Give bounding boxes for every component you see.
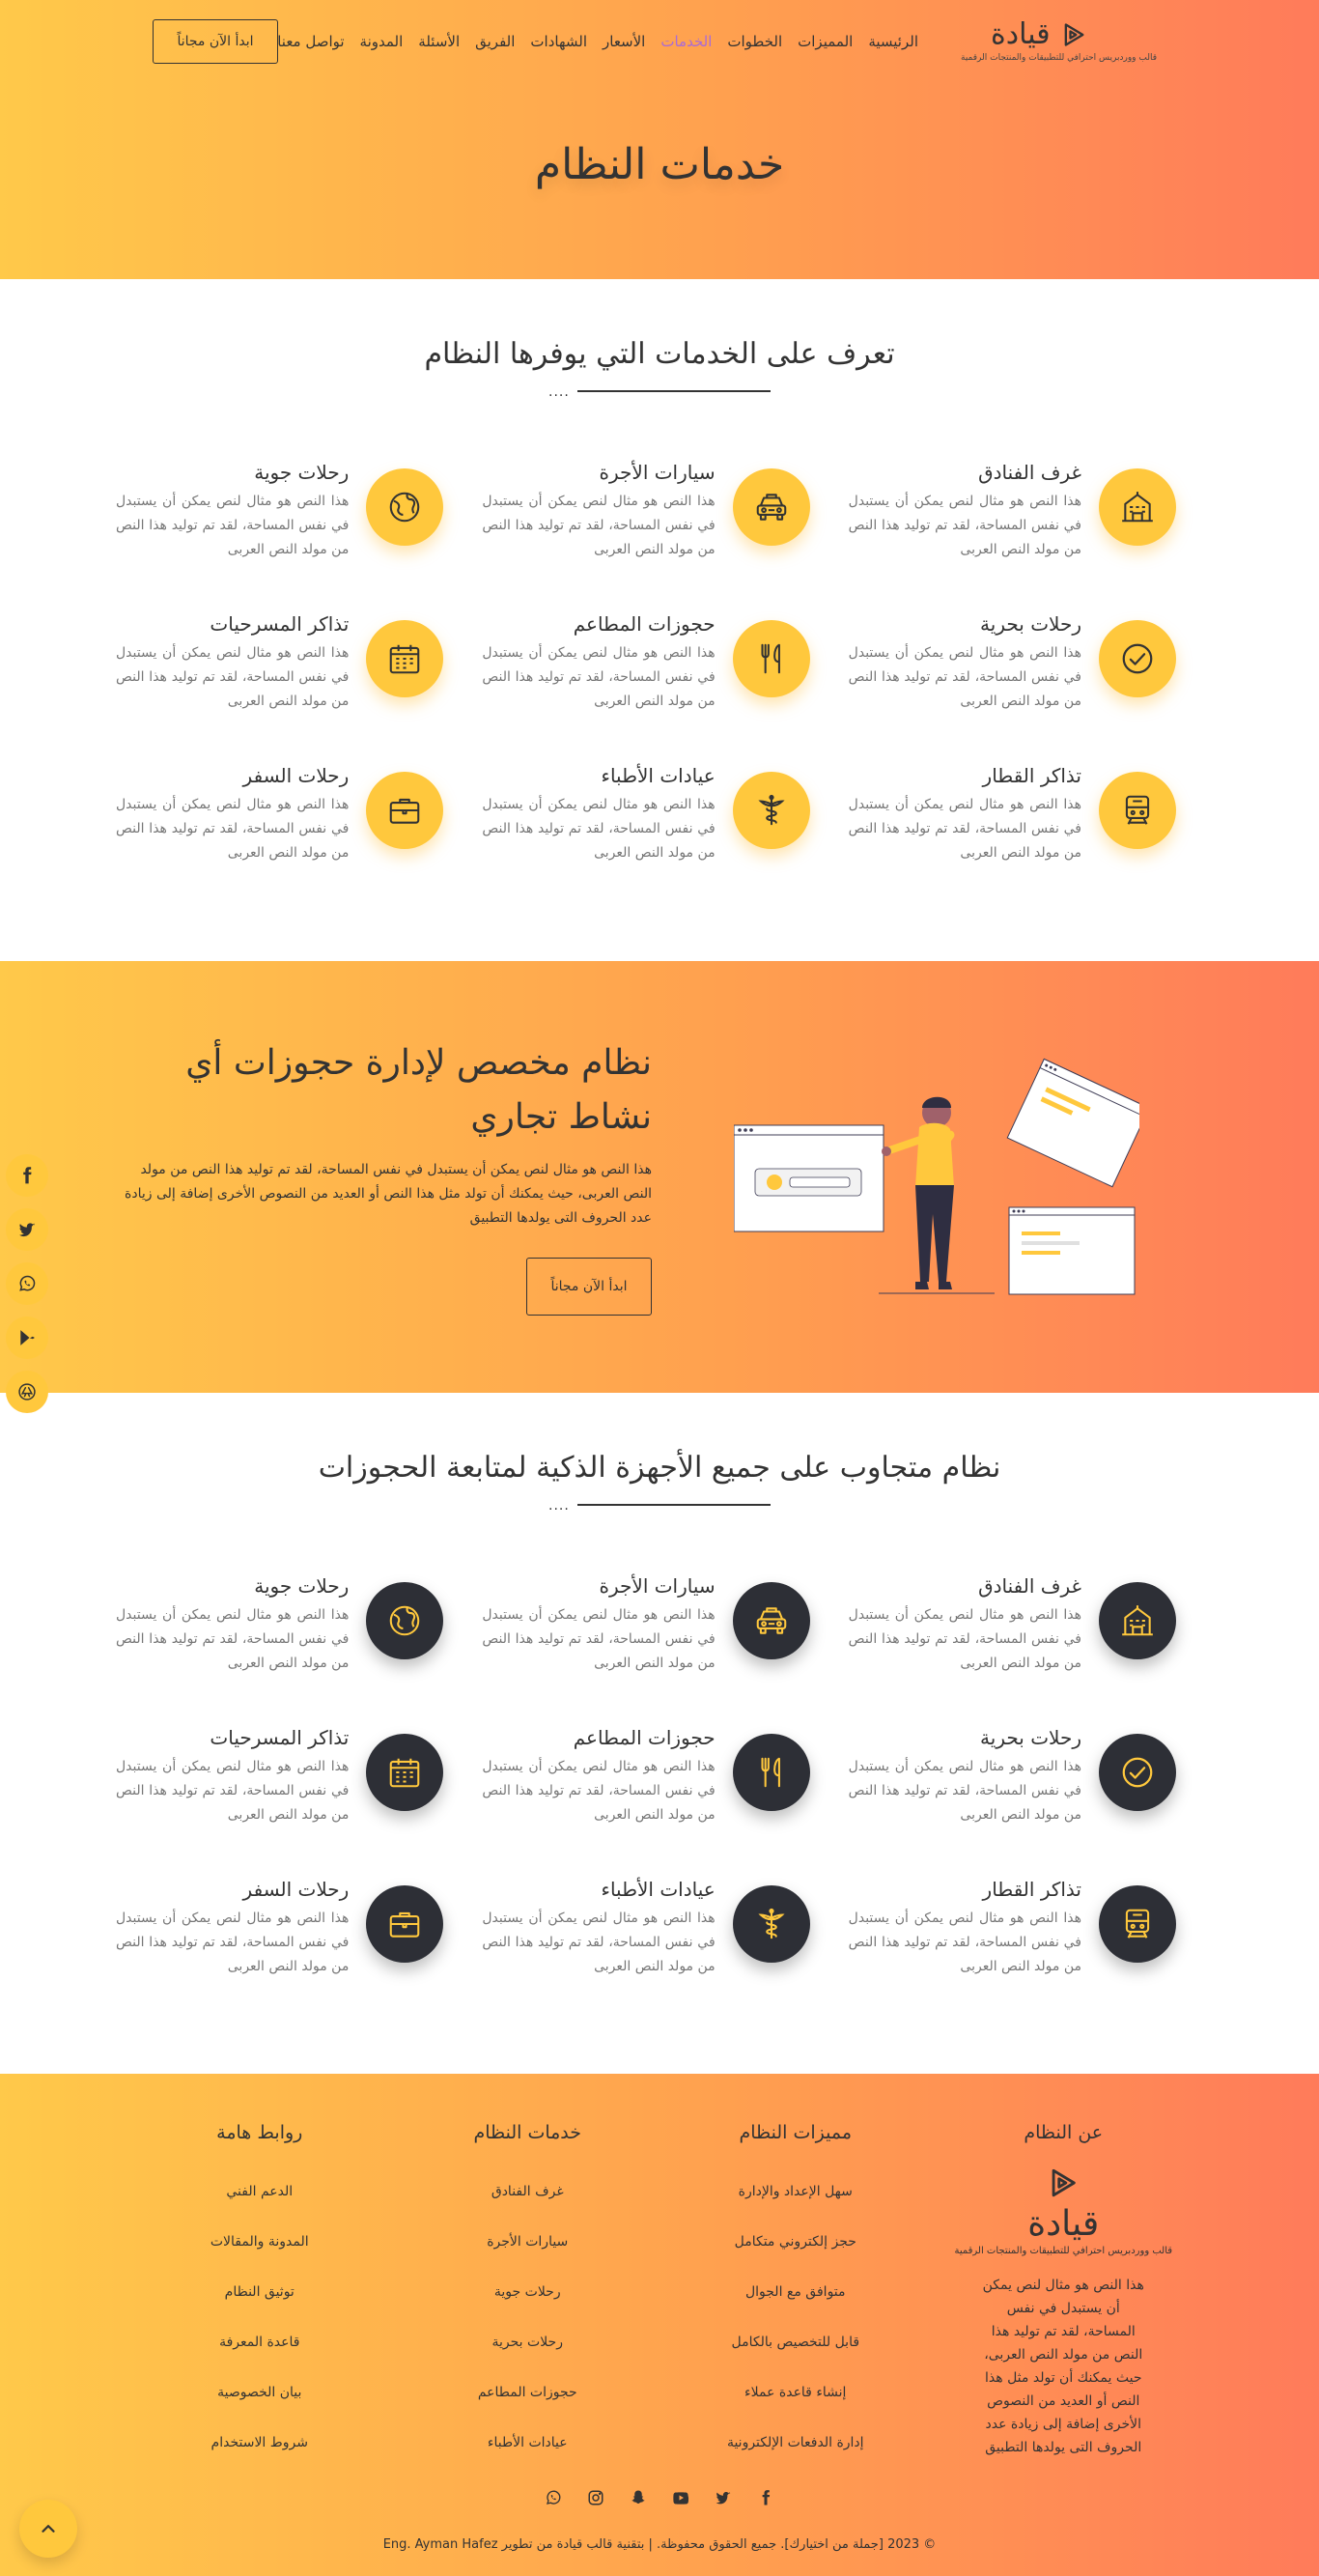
service-item[interactable] (482, 1878, 809, 1974)
briefcase-icon (366, 772, 443, 849)
footer-important-links (126, 2122, 394, 2468)
train-icon (1099, 1885, 1176, 1963)
taxi-icon (733, 1582, 810, 1659)
footer-features-heading: مميزات النظام (739, 2122, 853, 2143)
services-grid (116, 461, 1176, 861)
nav-features[interactable]: المميزات (798, 33, 854, 50)
service-text: هذا النص هو مثال لنص يمكن أن يستبدل في نفس المساحة، لقد تم توليد هذا النص من مولد النص العربى (116, 645, 350, 709)
footer-services-heading: خدمات النظام (473, 2122, 582, 2143)
service-item[interactable] (849, 461, 1176, 557)
service-text: هذا النص هو مثال لنص يمكن أن يستبدل في نفس المساحة، لقد تم توليد هذا النص من مولد النص العربى (848, 645, 1081, 709)
utensils-icon (733, 1734, 810, 1811)
service-item[interactable] (482, 1574, 809, 1671)
nav-faq[interactable]: الأسئلة (418, 33, 461, 50)
nav-blog[interactable]: المدونة (359, 33, 404, 50)
brand-tagline: قالب ووردبريس احترافي للتطبيقات والمنتجات الرقمية (961, 53, 1157, 63)
nav-home[interactable]: الرئيسية (868, 33, 918, 50)
service-text: هذا النص هو مثال لنص يمكن أن يستبدل في نفس المساحة، لقد تم توليد هذا النص من مولد النص العربى (482, 1759, 716, 1823)
footer-socials (0, 2487, 1319, 2508)
services-grid (116, 1574, 1176, 1974)
facebook-icon[interactable] (6, 1154, 48, 1197)
service-item[interactable] (116, 461, 443, 557)
footer-link[interactable]: غرف الفنادق (491, 2184, 564, 2199)
service-title: رحلات جوية (254, 1574, 350, 1598)
promo-title: نظام مخصص لإدارة حجوزات أي نشاط تجاري (185, 1043, 652, 1137)
service-title: تذاكر القطار (982, 1878, 1081, 1901)
service-text: هذا النص هو مثال لنص يمكن أن يستبدل في نفس المساحة، لقد تم توليد هذا النص من مولد النص العربى (116, 494, 350, 557)
service-item[interactable] (116, 1574, 443, 1671)
footer-link[interactable]: إدارة الدفعات الإلكترونية (726, 2435, 864, 2450)
service-item[interactable] (849, 1726, 1176, 1823)
service-item[interactable] (116, 1878, 443, 1974)
service-item[interactable] (482, 1726, 809, 1823)
hotel-icon (1099, 1582, 1176, 1659)
footer-link[interactable]: سيارات الأجرة (487, 2234, 569, 2250)
service-text: هذا النص هو مثال لنص يمكن أن يستبدل في نفس المساحة، لقد تم توليد هذا النص من مولد النص العربى (482, 494, 716, 557)
service-title: غرف الفنادق (978, 1574, 1081, 1598)
service-text: هذا النص هو مثال لنص يمكن أن يستبدل في نفس المساحة، لقد تم توليد هذا النص من مولد النص العربى (848, 797, 1081, 861)
footer-about (930, 2122, 1198, 2468)
section-divider: .... (548, 390, 771, 392)
check-circle-icon (1099, 1734, 1176, 1811)
whatsapp-icon[interactable] (543, 2487, 564, 2508)
start-free-button[interactable]: ابدأ الآن مجاناً (153, 19, 278, 64)
service-text: هذا النص هو مثال لنص يمكن أن يستبدل في نفس المساحة، لقد تم توليد هذا النص من مولد النص العربى (482, 1607, 716, 1671)
copyright: © 2023 [جملة من اختيارك]. جميع الحقوق محفوظة. | بتقنية قالب قيادة من تطوير Eng. Ayman Hafez (382, 2537, 937, 2552)
footer-link[interactable]: رحلات جوية (493, 2284, 561, 2300)
service-text: هذا النص هو مثال لنص يمكن أن يستبدل في نفس المساحة، لقد تم توليد هذا النص من مولد النص العربى (116, 797, 350, 861)
nav-pricing[interactable]: الأسعار (603, 33, 646, 50)
snapchat-icon[interactable] (628, 2487, 649, 2508)
service-text: هذا النص هو مثال لنص يمكن أن يستبدل في نفس المساحة، لقد تم توليد هذا النص من مولد النص العربى (116, 1759, 350, 1823)
service-title: رحلات بحرية (980, 1726, 1081, 1749)
service-text: هذا النص هو مثال لنص يمكن أن يستبدل في نفس المساحة، لقد تم توليد هذا النص من مولد النص العربى (482, 1911, 716, 1974)
service-item[interactable] (849, 612, 1176, 709)
back-to-top-button[interactable] (19, 2500, 77, 2558)
twitter-icon[interactable] (6, 1208, 48, 1251)
service-title: رحلات بحرية (980, 612, 1081, 636)
promo-start-free-button[interactable]: ابدأ الآن مجاناً (526, 1258, 652, 1316)
main-menu (277, 33, 918, 50)
service-title: رحلات جوية (254, 461, 350, 484)
brand-name: قيادة (991, 17, 1051, 51)
service-title: تذاكر المسرحيات (210, 612, 350, 636)
navbar (0, 0, 1319, 83)
briefcase-icon (366, 1885, 443, 1963)
instagram-icon[interactable] (585, 2487, 606, 2508)
section-title: تعرف على الخدمات التي يوفرها النظام (424, 337, 895, 371)
promo-description: هذا النص هو مثال لنص يمكن أن يستبدل في نفس المساحة، لقد تم توليد هذا النص من مولد النص العربى، حيث يمكنك أن تولد مثل هذا النص أو العديد من النصوص الأخرى إضافة إلى زيادة عدد الحروف التى يولدها التطبيق (125, 1162, 652, 1226)
nav-services[interactable]: الخدمات (660, 33, 713, 50)
service-text: هذا النص هو مثال لنص يمكن أن يستبدل في نفس المساحة، لقد تم توليد هذا النص من مولد النص العربى (482, 797, 716, 861)
service-text: هذا النص هو مثال لنص يمكن أن يستبدل في نفس المساحة، لقد تم توليد هذا النص من مولد النص العربى (116, 1607, 350, 1671)
footer-link[interactable]: سهل الإعداد والإدارة (738, 2184, 853, 2199)
footer-link[interactable]: شروط الاستخدام (210, 2435, 308, 2450)
service-item[interactable] (849, 764, 1176, 861)
section-title: نظام متجاوب على جميع الأجهزة الذكية لمتابعة الحجوزات (318, 1451, 1001, 1485)
service-text: هذا النص هو مثال لنص يمكن أن يستبدل في نفس المساحة، لقد تم توليد هذا النص من مولد النص العربى (848, 1607, 1081, 1671)
footer-link[interactable]: متوافق مع الجوال (744, 2284, 846, 2300)
responsive-section (0, 1393, 1319, 2074)
footer-link[interactable]: بيان الخصوصية (217, 2385, 302, 2400)
service-item[interactable] (116, 612, 443, 709)
facebook-icon[interactable] (755, 2487, 776, 2508)
footer-brand-tagline: قالب ووردبريس احترافي للتطبيقات والمنتجات الرقمية (954, 2246, 1173, 2256)
footer-features (661, 2122, 930, 2468)
service-title: عيادات الأطباء (601, 764, 716, 787)
brand[interactable] (961, 17, 1203, 63)
footer-link[interactable]: قابل للتخصيص بالكامل (731, 2335, 860, 2350)
taxi-icon (733, 468, 810, 546)
train-icon (1099, 772, 1176, 849)
service-item[interactable] (116, 1726, 443, 1823)
calendar-icon (366, 620, 443, 697)
service-text: هذا النص هو مثال لنص يمكن أن يستبدل في نفس المساحة، لقد تم توليد هذا النص من مولد النص العربى (848, 1911, 1081, 1974)
footer-services (394, 2122, 662, 2468)
service-title: تذاكر المسرحيات (210, 1726, 350, 1749)
nav-steps[interactable]: الخطوات (727, 33, 783, 50)
hotel-icon (1099, 468, 1176, 546)
calendar-icon (366, 1734, 443, 1811)
nav-testimonials[interactable]: الشهادات (530, 33, 587, 50)
check-circle-icon (1099, 620, 1176, 697)
footer-about-text: هذا النص هو مثال لنص يمكن أن يستبدل في نفس المساحة، لقد تم توليد هذا النص من مولد النص العربى، حيث يمكنك أن تولد مثل هذا النص أو العديد من النصوص الأخرى إضافة إلى زيادة عدد الحروف التى يولدها التطبيق (982, 2278, 1144, 2455)
service-item[interactable] (482, 764, 809, 861)
service-title: رحلات السفر (242, 1878, 350, 1901)
service-item[interactable] (482, 612, 809, 709)
chevron-up-icon (38, 2518, 59, 2539)
promo-section (0, 961, 1319, 1393)
footer-link[interactable]: حجز إلكتروني متكامل (734, 2234, 856, 2250)
google-play-icon[interactable] (6, 1316, 48, 1359)
dashboard-illustration (734, 1058, 1139, 1309)
service-title: سيارات الأجرة (599, 461, 716, 484)
nav-contact[interactable]: تواصل معنا (277, 33, 345, 50)
whatsapp-icon[interactable] (6, 1262, 48, 1305)
footer-link[interactable]: حجوزات المطاعم (477, 2385, 577, 2400)
footer-about-heading: عن النظام (1024, 2122, 1104, 2143)
page-title: خدمات النظام (534, 140, 785, 189)
footer-link[interactable]: توثيق النظام (224, 2284, 295, 2300)
service-item[interactable] (116, 764, 443, 861)
footer-link[interactable]: الدعم الفني (226, 2184, 294, 2199)
service-title: حجوزات المطاعم (573, 1726, 716, 1749)
footer-links-heading: روابط هامة (216, 2122, 303, 2143)
utensils-icon (733, 620, 810, 697)
service-item[interactable] (849, 1878, 1176, 1974)
footer-link[interactable]: عيادات الأطباء (487, 2435, 568, 2450)
footer-link[interactable]: إنشاء قاعدة عملاء (744, 2385, 847, 2400)
twitter-icon[interactable] (713, 2487, 734, 2508)
service-title: سيارات الأجرة (599, 1574, 716, 1598)
hero (0, 0, 1319, 279)
service-title: رحلات السفر (242, 764, 350, 787)
medical-icon (733, 1885, 810, 1963)
service-title: عيادات الأطباء (601, 1878, 716, 1901)
logo-icon (1047, 2166, 1080, 2199)
service-text: هذا النص هو مثال لنص يمكن أن يستبدل في نفس المساحة، لقد تم توليد هذا النص من مولد النص العربى (848, 1759, 1081, 1823)
youtube-icon[interactable] (670, 2487, 691, 2508)
nav-team[interactable]: الفريق (475, 33, 516, 50)
service-item[interactable] (482, 461, 809, 557)
footer-link[interactable]: رحلات بحرية (491, 2335, 563, 2350)
app-store-icon[interactable] (6, 1371, 48, 1413)
service-title: تذاكر القطار (982, 764, 1081, 787)
footer-link[interactable]: المدونة والمقالات (210, 2234, 309, 2250)
floating-social-bar (6, 1154, 48, 1413)
service-item[interactable] (849, 1574, 1176, 1671)
globe-icon (366, 1582, 443, 1659)
service-title: حجوزات المطاعم (573, 612, 716, 636)
medical-icon (733, 772, 810, 849)
section-divider: .... (548, 1504, 771, 1506)
footer-link[interactable]: قاعدة المعرفة (219, 2335, 300, 2350)
services-section (0, 279, 1319, 961)
service-title: غرف الفنادق (978, 461, 1081, 484)
service-text: هذا النص هو مثال لنص يمكن أن يستبدل في نفس المساحة، لقد تم توليد هذا النص من مولد النص العربى (482, 645, 716, 709)
logo-icon (1060, 21, 1087, 48)
footer-brand-name: قيادة (1027, 2204, 1100, 2244)
service-text: هذا النص هو مثال لنص يمكن أن يستبدل في نفس المساحة، لقد تم توليد هذا النص من مولد النص العربى (848, 494, 1081, 557)
footer (0, 2074, 1319, 2576)
service-text: هذا النص هو مثال لنص يمكن أن يستبدل في نفس المساحة، لقد تم توليد هذا النص من مولد النص العربى (116, 1911, 350, 1974)
globe-icon (366, 468, 443, 546)
